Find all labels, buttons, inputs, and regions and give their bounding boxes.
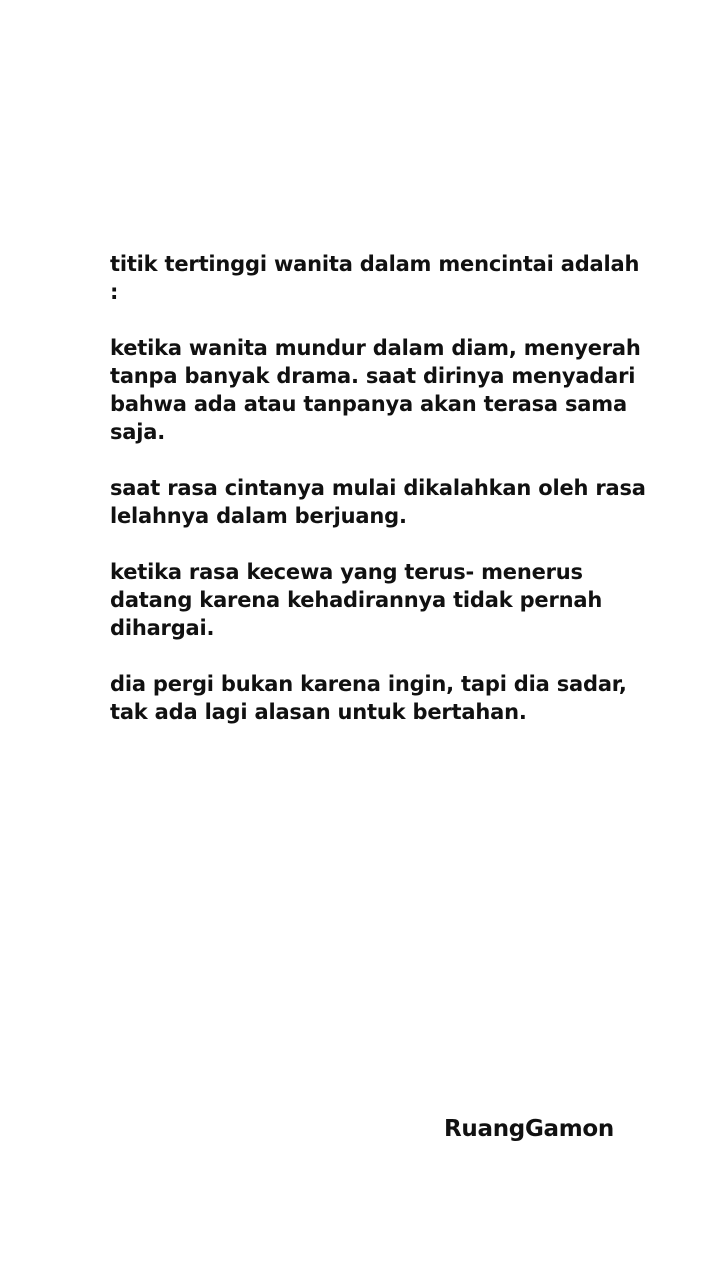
quote-paragraph-1: ketika wanita mundur dalam diam, menyerah tanpa banyak drama. saat dirinya menyadari bahwa ada atau tanpanya akan terasa sama saja. (110, 336, 641, 444)
quote-paragraph-4: dia pergi bukan karena ingin, tapi dia sadar, tak ada lagi alasan untuk bertahan. (110, 672, 627, 724)
quote-paragraph-3: ketika rasa kecewa yang terus- menerus datang karena kehadirannya tidak pernah dihargai. (110, 560, 603, 640)
author-signature: RuangGamon (444, 1116, 614, 1142)
quote-text-block (110, 250, 650, 754)
quote-heading: titik tertinggi wanita dalam mencintai adalah : (110, 252, 640, 304)
quote-paragraph-2: saat rasa cintanya mulai dikalahkan oleh rasa lelahnya dalam berjuang. (110, 476, 646, 528)
